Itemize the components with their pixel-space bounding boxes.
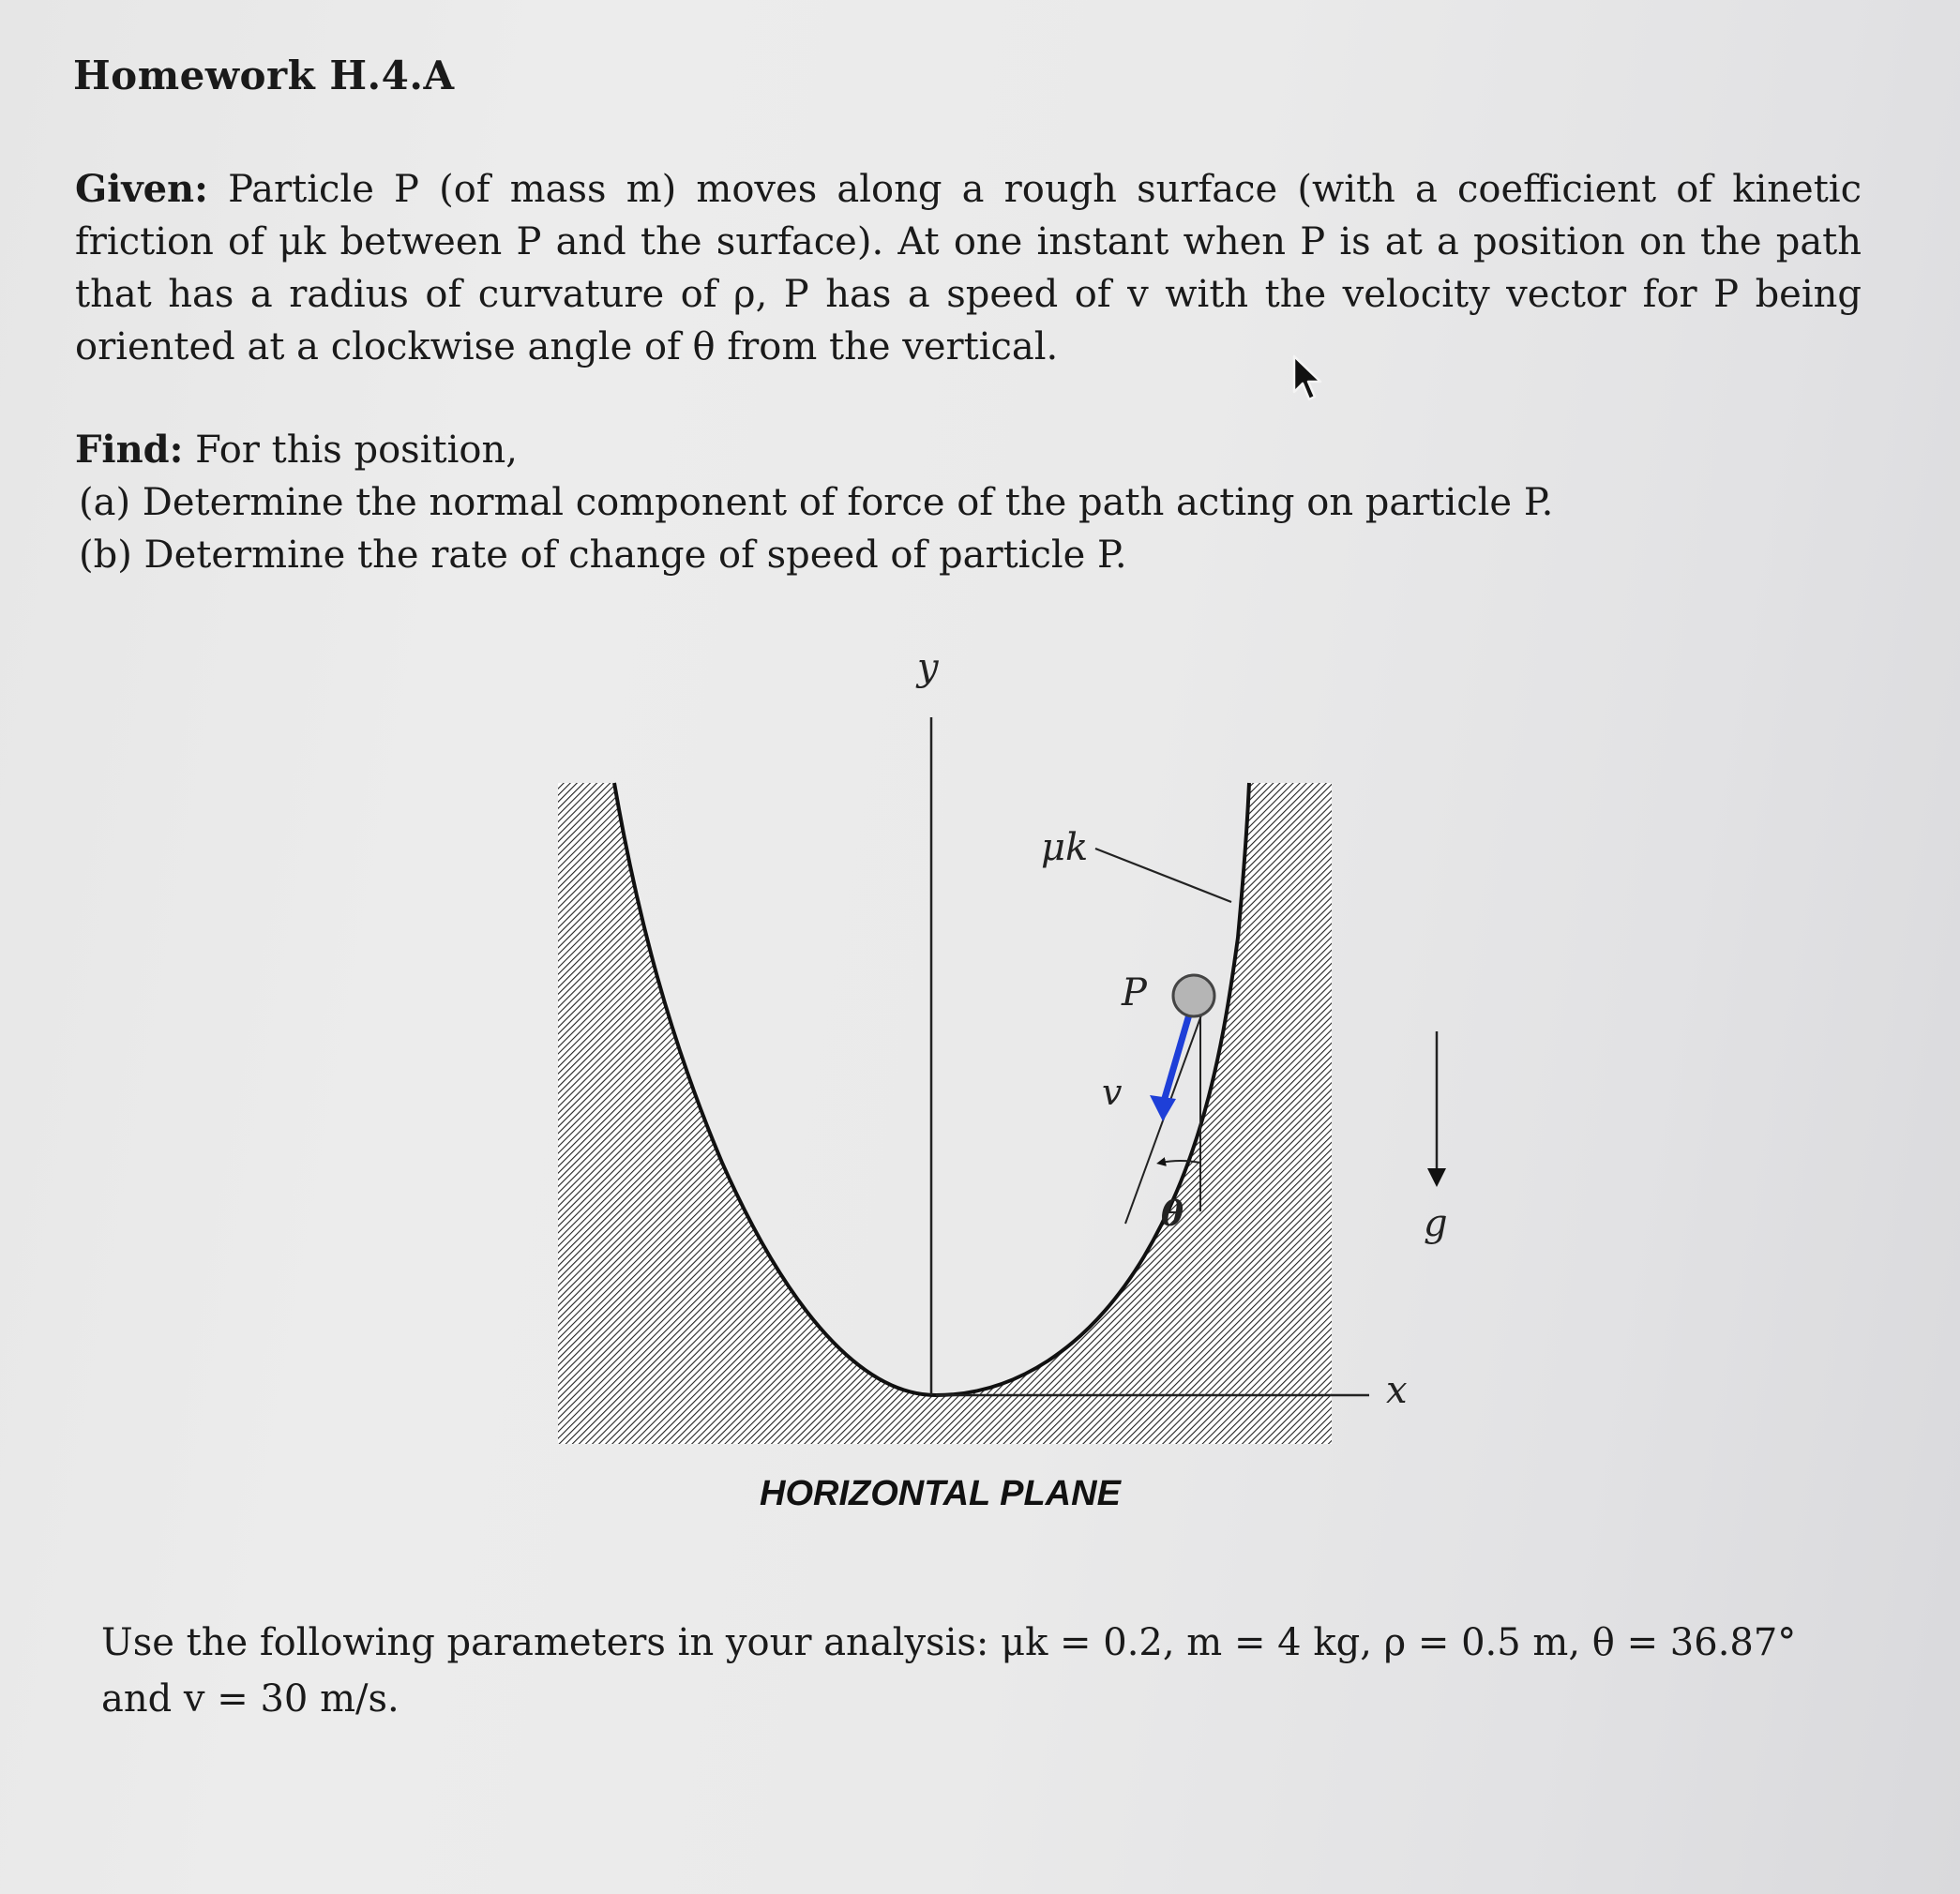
y-axis-label: y [917,646,939,689]
figure-caption: HORIZONTAL PLANE [760,1474,1121,1513]
find-item-a: (a) Determine the normal component of force of the path acting on particle P. [79,481,1554,524]
velocity-arrowhead [1150,1095,1176,1121]
given-label: Given: [75,167,208,211]
particle-diagram [0,619,1960,1481]
right-wall-hatch [936,783,1332,1444]
parameters-paragraph: Use the following parameters in your analysis: μk = 0.2, m = 4 kg, ρ = 0.5 m, θ = 36.87° and v = 30 m/s. [101,1621,1797,1721]
velocity-label: v [1102,1072,1123,1113]
given-text: Particle P (of mass m) moves along a rough surface (with a coefficient of kinetic friction of μk between P and the surface). At one instant when P is at a position on the path that has a radius of curvature of ρ, P has a speed of v with the velocity vector for P being oriented at a clockwise angle of θ from the vertical. [75,168,1862,368]
given-paragraph [75,163,1862,373]
find-label: Find: [75,428,184,472]
x-axis-label: x [1386,1369,1408,1412]
gravity-arrowhead [1427,1168,1446,1187]
mouse-cursor-icon [1292,354,1324,403]
particle-label: P [1122,971,1147,1015]
angle-arc [1161,1161,1200,1163]
angle-label: θ [1161,1195,1184,1234]
find-intro: For this position, [195,428,518,472]
friction-leader-line [1095,849,1231,902]
friction-label: μk [1041,826,1089,869]
find-section [75,424,1862,581]
find-item-b: (b) Determine the rate of change of speed of particle P. [79,534,1127,577]
particle-p [1173,975,1214,1016]
left-wall-hatch [558,783,936,1444]
gravity-label: g [1424,1202,1448,1245]
page-title: Homework H.4.A [73,53,455,98]
